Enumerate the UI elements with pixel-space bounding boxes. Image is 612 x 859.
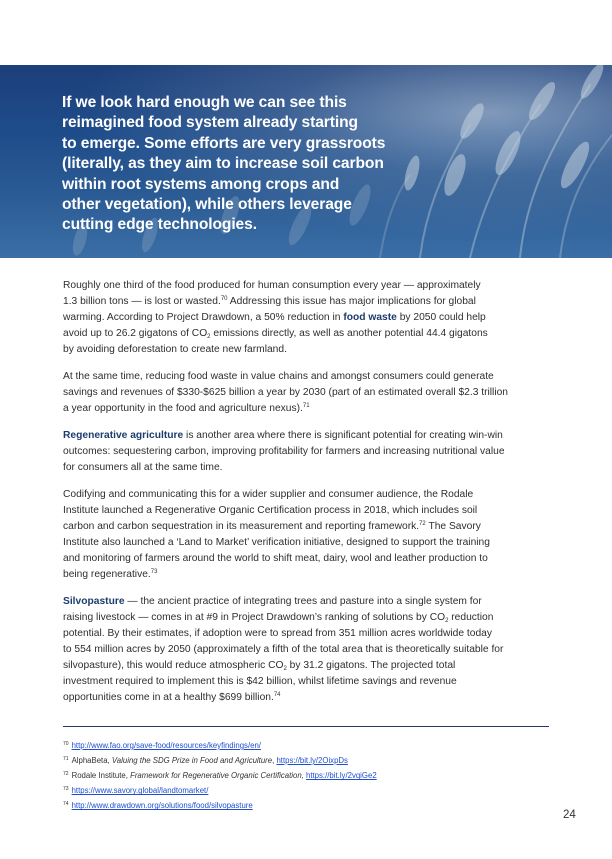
footnote-link[interactable]: https://bit.ly/2vqiGe2 xyxy=(306,771,377,781)
hero-quote-line: other vegetation), while others leverage xyxy=(62,196,352,214)
footnotes xyxy=(63,738,553,813)
hero-quote xyxy=(62,93,402,236)
hero-quote-line: (literally, as they aim to increase soil carbon xyxy=(62,155,384,173)
footnote-link[interactable]: https://bit.ly/2OixpDs xyxy=(276,756,348,766)
footnote-70: $^{70}$ http://www.fao.org/save-food/resources/keyfindings/en/ xyxy=(63,741,261,750)
paragraph-certification: Codifying and communicating this for a wider supplier and consumer audience, the Rodale Institute launched a Regenerative Organic Certification process in 2018, which includes soil carbon and carbon sequestration in its measurement and reporting framework.$^{72}$ The Savory Institute also launched a ‘Land to Market’ verification initiative, designed to support the training and monitoring of farmers around the world to shift meat, dairy, wool and leather production to being regenerative.$^{73}$ xyxy=(63,489,490,580)
paragraph-silvopasture: Silvopasture — the ancient practice of integrating trees and pasture into a single system for raising livestock — comes in at #9 in Project Drawdown’s ranking of solutions by $CO_2$ reduction potential. By their estimates, if adoption were to spread from 351 million acres worldwide today to 554 million acres by 2050 (approximately a fifth of the total area that is theoretically suitable for silvopasture), this would reduce atmospheric $CO_2$ by 31.2 gigatons. The projected total investment required to implement this is $42 billion, whilst lifetime savings and revenue opportunities come in at a healthy $699 billion.$^{74}$ xyxy=(63,596,504,703)
hero-quote-line: cutting edge technologies. xyxy=(62,216,257,234)
footnote-link[interactable]: http://www.drawdown.org/solutions/food/silvopasture xyxy=(71,801,253,811)
footnote-link[interactable]: http://www.fao.org/save-food/resources/keyfindings/en/ xyxy=(71,741,261,750)
body-text xyxy=(63,278,551,717)
footnote-divider xyxy=(63,726,549,727)
hero-quote-line: If we look hard enough we can see this xyxy=(62,94,347,111)
footnote-ref[interactable]: 73 xyxy=(150,569,158,575)
footnote-72: $^{72}$ Rodale Institute, Framework for Regenerative Organic Certification, https://bit.ly/2vqiGe2 xyxy=(63,771,377,781)
keyword-silvopasture: Silvopasture xyxy=(63,596,125,607)
hero-quote-line: reimagined food system already starting xyxy=(62,114,358,132)
footnote-73: $^{73}$ https://www.savory.global/landtomarket/ xyxy=(63,786,209,796)
footnote-ref[interactable]: 74 xyxy=(273,692,281,698)
keyword-regenerative-agriculture: Regenerative agriculture xyxy=(63,430,184,441)
footnote-74: $^{74}$ http://www.drawdown.org/solutions/food/silvopasture xyxy=(63,801,253,811)
footnote-ref[interactable]: 71 xyxy=(302,403,310,409)
page-number: 24 xyxy=(563,809,576,821)
paragraph-savings: At the same time, reducing food waste in value chains and amongst consumers could generate savings and revenues of $330-$625 billion a year by 2030 (part of an estimated overall $2.3 trillion a year opportunity in the food and agriculture nexus).$^{71}$ xyxy=(63,371,509,414)
footnote-ref[interactable]: 70 xyxy=(220,296,228,302)
hero-banner xyxy=(0,65,612,258)
paragraph-food-waste: Roughly one third of the food produced for human consumption every year — approximately 1.3 billion tons — is lost or wasted.$^{70}$ Addressing this issue has major implications for global warming. According to Project Drawdown, a 50% reduction in food waste by 2050 could help avoid up to 26.2 gigatons of $CO_2$ emissions directly, as well as another potential 44.4 gigatons by avoiding deforestation to create new farmland. xyxy=(63,280,488,355)
keyword-food-waste: food waste xyxy=(343,312,397,323)
footnote-ref[interactable]: 72 xyxy=(419,521,426,527)
hero-quote-line: to emerge. Some efforts are very grassroots xyxy=(62,134,386,152)
footnote-71: $^{71}$ AlphaBeta, Valuing the SDG Prize in Food and Agriculture, https://bit.ly/2OixpDs xyxy=(63,756,348,766)
hero-quote-line: within root systems among crops and xyxy=(62,175,340,193)
footnote-link[interactable]: https://www.savory.global/landtomarket/ xyxy=(71,786,209,796)
paragraph-regenerative: Regenerative agriculture is another area where there is significant potential for creating win-win outcomes: sequestering carbon, improving profitability for farmers and increasing nutritional value for consumers all at the same time. xyxy=(63,430,505,473)
